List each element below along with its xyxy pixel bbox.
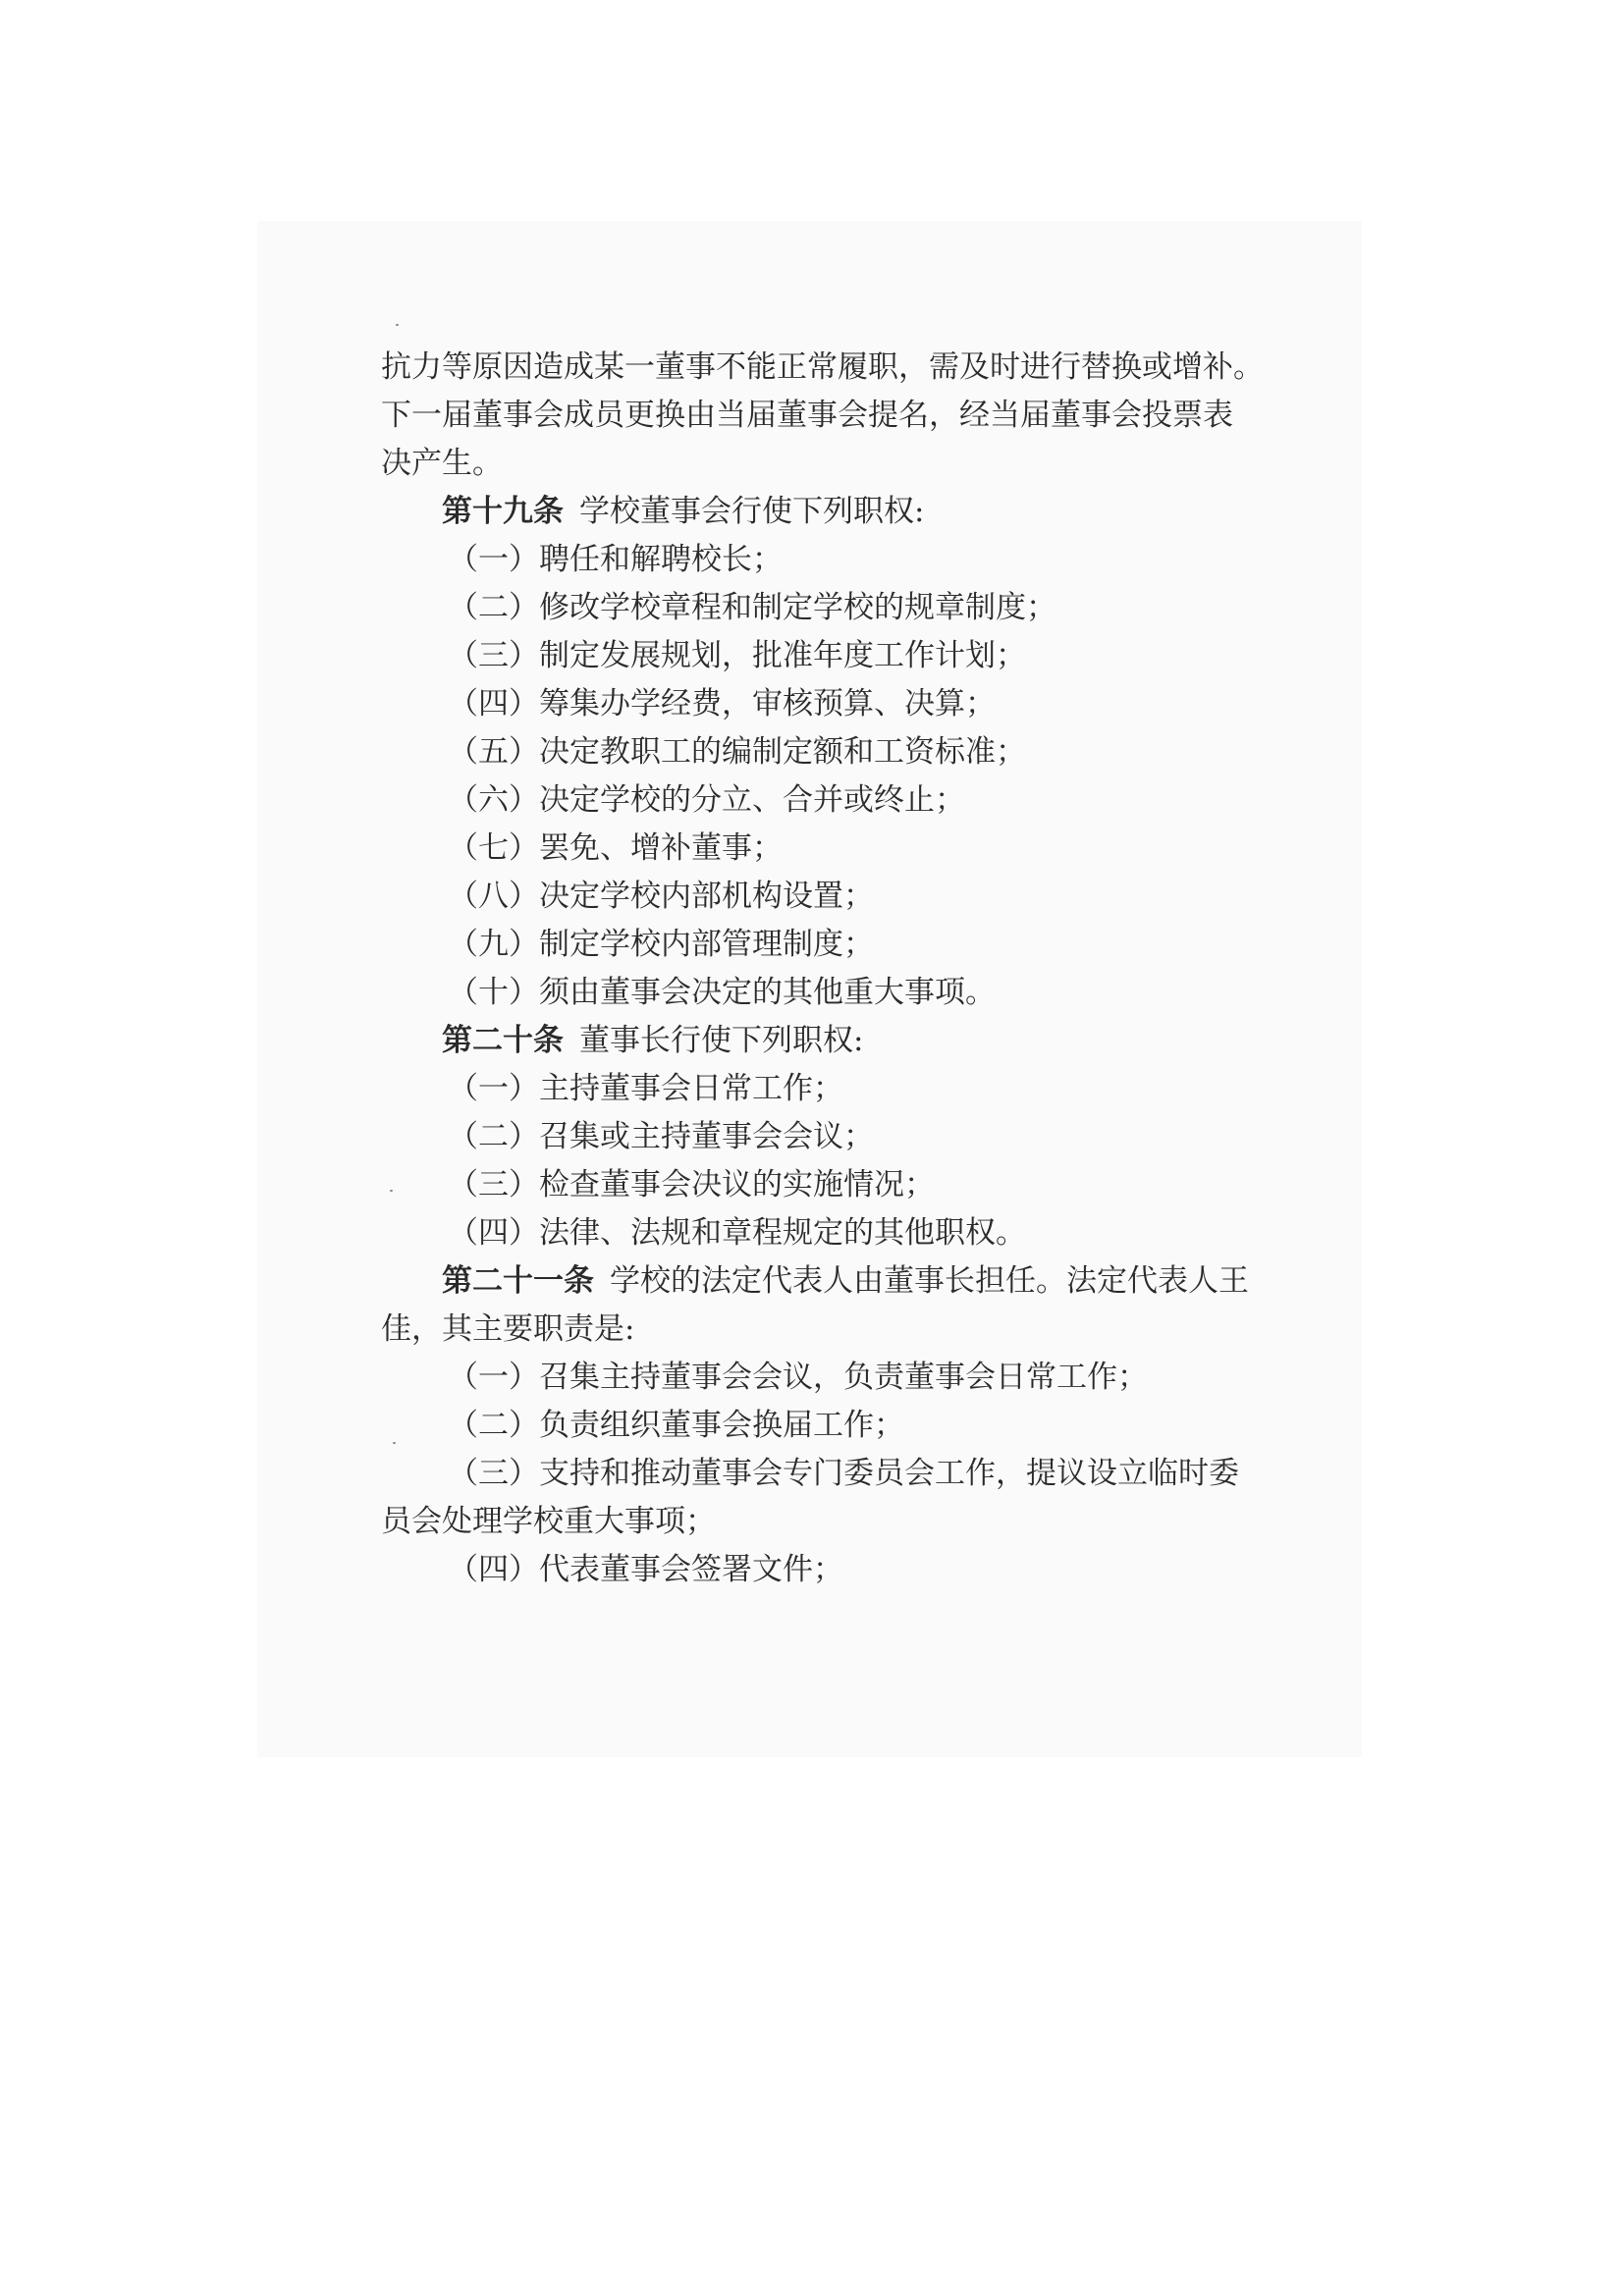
list-item: （十）须由董事会决定的其他重大事项。 [448, 975, 996, 1010]
paragraph-line: 佳，其主要职责是: [381, 1311, 635, 1347]
paragraph-line: 决产生。 [381, 446, 503, 481]
list-item: （八）决定学校内部机构设置； [448, 879, 874, 914]
list-item: （四）法律、法规和章程规定的其他职权。 [448, 1215, 1026, 1251]
document-body [381, 344, 1264, 1594]
paragraph-line: 下一届董事会成员更换由当届董事会提名，经当届董事会投票表 [381, 398, 1233, 433]
list-item: （二）负责组织董事会换届工作； [448, 1408, 904, 1443]
list-item: （四）代表董事会签署文件； [448, 1552, 843, 1587]
paragraph-line: 员会处理学校重大事项； [381, 1504, 716, 1539]
article-text: 学校董事会行使下列职权: [579, 494, 925, 529]
article-text: 董事长行使下列职权: [579, 1023, 864, 1058]
list-item: （三）检查董事会决议的实施情况； [448, 1167, 935, 1202]
list-item: （三）支持和推动董事会专门委员会工作，提议设立临时委 [448, 1456, 1239, 1491]
list-item: （五）决定教职工的编制定额和工资标准； [448, 734, 1026, 770]
list-item: （二）召集或主持董事会会议； [448, 1119, 874, 1154]
list-item: （六）决定学校的分立、合并或终止； [448, 782, 965, 818]
list-item: （三）制定发展规划，批准年度工作计划； [448, 638, 1026, 673]
article-title: 第二十条 [442, 1023, 564, 1058]
article-title: 第十九条 [442, 494, 564, 529]
list-item: （九）制定学校内部管理制度； [448, 927, 874, 962]
list-item: （四）筹集办学经费，审核预算、决算； [448, 686, 996, 721]
article-19-heading [381, 488, 1245, 536]
article-text: 学校的法定代表人由董事长担任。法定代表人王 [610, 1263, 1249, 1299]
paragraph-line: 抗力等原因造成某一董事不能正常履职，需及时进行替换或增补。 [381, 349, 1264, 385]
scan-speck [396, 324, 399, 326]
list-item: （七）罢免、增补董事； [448, 830, 783, 866]
article-21-heading [381, 1257, 1249, 1306]
list-item: （二）修改学校章程和制定学校的规章制度； [448, 590, 1056, 625]
article-20-heading [381, 1017, 1245, 1065]
list-item: （一）主持董事会日常工作； [448, 1071, 843, 1106]
list-item: （一）聘任和解聘校长； [448, 542, 783, 577]
list-item: （一）召集主持董事会会议，负责董事会日常工作； [448, 1360, 1148, 1395]
article-title: 第二十一条 [442, 1263, 594, 1299]
